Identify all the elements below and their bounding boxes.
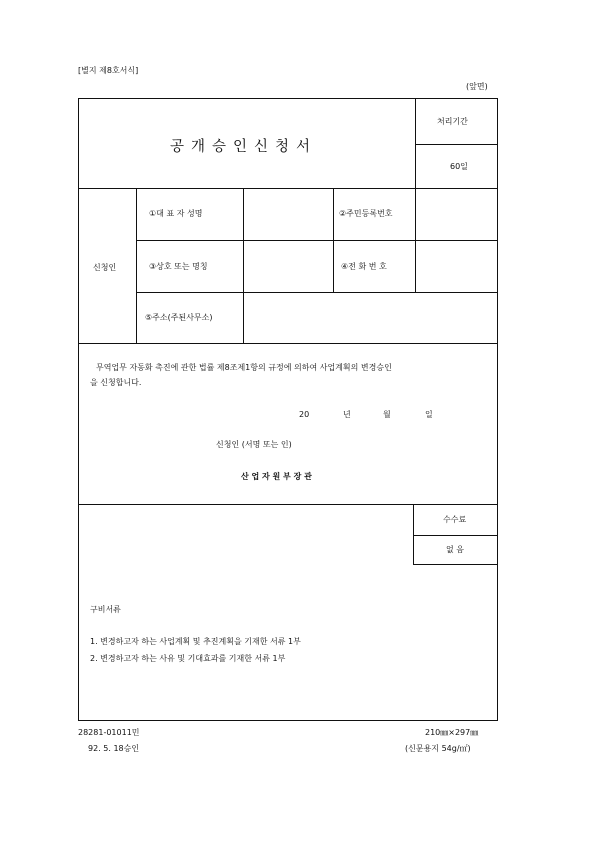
paper-spec: (신문용지 54g/㎡) [405,744,471,753]
form-title: 공개승인신청서 [170,139,318,155]
fee-value: 없 음 [446,545,464,554]
date-year-unit: 년 [343,410,351,419]
document-item: 2. 변경하고자 하는 사유 및 기대효과를 기재한 서류 1부 [90,654,286,663]
resident-number-field[interactable] [416,189,496,239]
representative-name-field[interactable] [244,189,332,239]
approval-date: 92. 5. 18승인 [88,744,140,753]
business-name-field[interactable] [244,241,332,291]
business-name-label: ③상호 또는 명칭 [149,262,208,271]
applicant-section-label: 신청인 [93,263,117,272]
form-number: [별지 제8호서식] [78,66,139,75]
document-item: 1. 변경하고자 하는 사업계획 및 추진계획을 기재한 서류 1부 [90,637,301,646]
paper-size: 210㎜×297㎜ [425,728,479,737]
address-field[interactable] [244,293,496,342]
fee-label: 수수료 [443,515,467,524]
statement-line-2: 을 신청합니다. [90,378,142,387]
signature-line: 신청인 (서명 또는 인) [216,440,292,449]
page-side-label: (앞면) [466,82,488,91]
processing-period-label: 처리기간 [437,117,468,126]
phone-label: ④전 화 번 호 [341,262,387,271]
documents-heading: 구비서류 [90,605,121,614]
phone-field[interactable] [416,241,496,291]
recipient: 산 업 자 원 부 장 관 [241,472,312,481]
form-code: 28281-01011민 [78,728,140,737]
date-year: 20 [299,410,310,419]
representative-name-label: ①대 표 자 성명 [149,209,203,218]
resident-number-label: ②주민등록번호 [339,209,393,218]
processing-period-value: 60일 [450,162,468,171]
statement-line-1: 무역업무 자동화 촉진에 관한 법률 제8조제1항의 규정에 의하여 사업계획의 변경승인 [96,363,392,372]
date-day-unit: 일 [425,410,433,419]
date-month-unit: 월 [383,410,391,419]
address-label: ⑤주소(주된사무소) [145,313,213,322]
